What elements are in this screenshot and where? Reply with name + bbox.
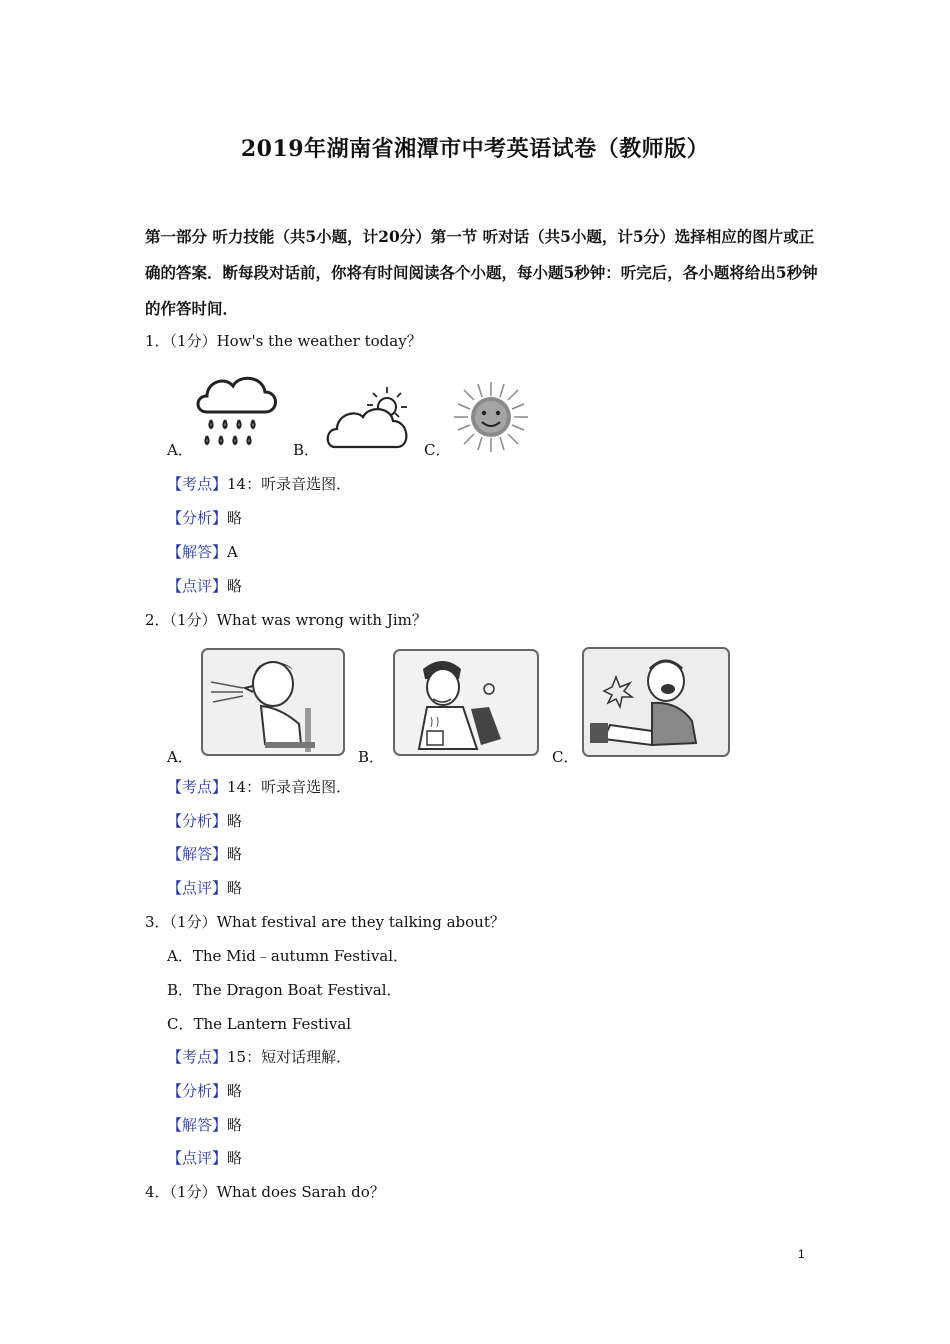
q3-option-c[interactable]: C．The Lantern Festival xyxy=(167,1015,352,1033)
q2-option-c-label[interactable]: C． xyxy=(552,748,579,766)
sick-boy-with-tea-icon xyxy=(393,649,539,756)
question-3-stem: 3．（1分）What festival are they talking about？ xyxy=(145,913,505,931)
smiling-sun-icon xyxy=(450,380,532,454)
q1-jieda: 【解答】A xyxy=(167,543,238,561)
page-title: 2019年湖南省湘潭市中考英语试卷（教师版） xyxy=(240,136,710,162)
q2-jieda: 【解答】略 xyxy=(167,845,243,863)
sun-behind-cloud-icon xyxy=(325,383,413,453)
q2-option-a-label[interactable]: A． xyxy=(167,748,193,766)
q1-fenxi: 【分析】略 xyxy=(167,509,243,527)
hurt-leg-boy-icon xyxy=(582,647,730,757)
q3-option-b[interactable]: B．The Dragon Boat Festival． xyxy=(167,981,402,999)
question-2-stem: 2．（1分）What was wrong with Jim？ xyxy=(145,611,427,629)
section-intro: 第一部分 听力技能（共5小题，计20分）第一节 听对话（共5小题，计5分）选择相应的图片或正确的答案．断每段对话前，你将有时间阅读各个小题，每小题5秒钟：听完后，各小题将给出5秒钟的作答时间． xyxy=(145,227,818,318)
question-1-stem: 1．（1分）How's the weather today？ xyxy=(145,332,422,350)
q3-jieda: 【解答】略 xyxy=(167,1116,243,1134)
q2-fenxi: 【分析】略 xyxy=(167,812,243,830)
q1-kaodian: 【考点】14：听录音选图． xyxy=(167,475,352,493)
question-4-stem: 4．（1分）What does Sarah do？ xyxy=(145,1183,385,1201)
q1-option-c-label[interactable]: C． xyxy=(424,441,451,459)
q3-option-a[interactable]: A．The Mid﹣autumn Festival． xyxy=(167,947,409,965)
page-number: 1 xyxy=(798,1247,805,1261)
q1-option-a-label[interactable]: A． xyxy=(167,441,193,459)
q3-dianping: 【点评】略 xyxy=(167,1149,243,1167)
q1-dianping: 【点评】略 xyxy=(167,577,243,595)
q3-fenxi: 【分析】略 xyxy=(167,1082,243,1100)
rain-cloud-icon xyxy=(193,372,279,452)
q2-kaodian: 【考点】14：听录音选图． xyxy=(167,778,352,796)
sneezing-boy-icon xyxy=(201,648,345,756)
q3-kaodian: 【考点】15：短对话理解． xyxy=(167,1048,352,1066)
q2-dianping: 【点评】略 xyxy=(167,879,243,897)
q2-option-b-label[interactable]: B． xyxy=(358,748,385,766)
q1-option-b-label[interactable]: B． xyxy=(293,441,320,459)
